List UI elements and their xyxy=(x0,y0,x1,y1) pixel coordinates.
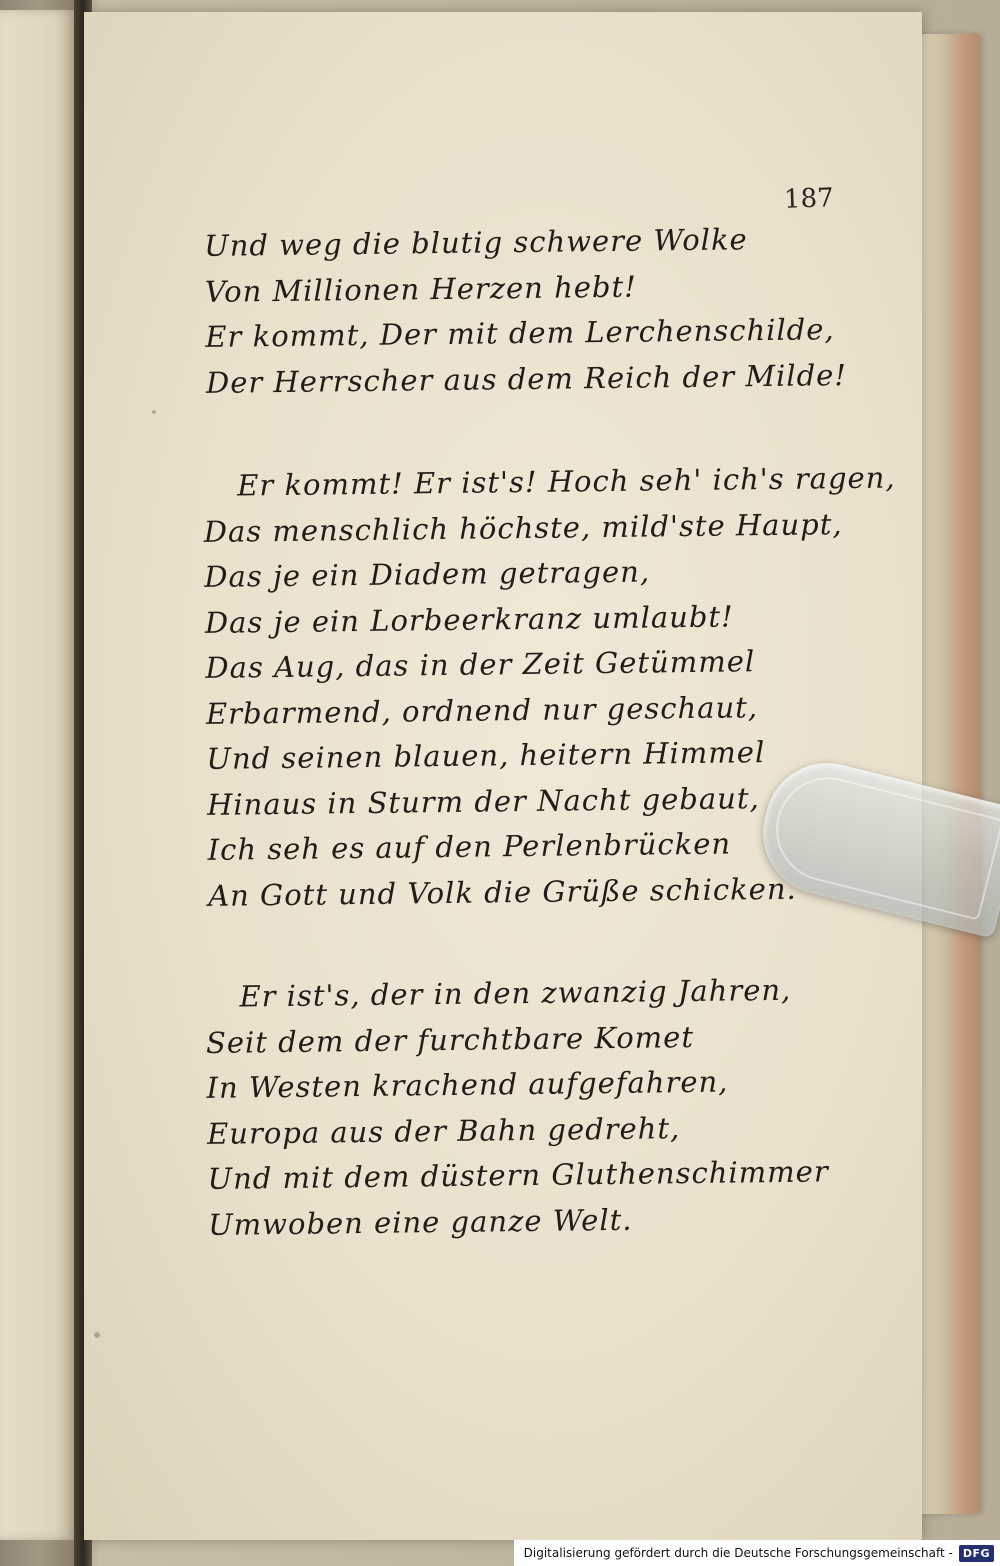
poem-line: Und seinen blauen, heitern Himmel xyxy=(206,735,766,776)
poem-line: Das Aug, das in der Zeit Getümmel xyxy=(205,644,756,685)
page-number: 187 xyxy=(783,183,835,215)
poem-line: Seit dem der furchtbare Komet xyxy=(205,1019,695,1060)
poem-line: Europa aus der Bahn gedreht, xyxy=(206,1110,681,1151)
poem-line: Das je ein Lorbeerkranz umlaubt! xyxy=(204,598,734,640)
poem-text xyxy=(196,216,896,1248)
dfg-logo-icon: DFG xyxy=(959,1545,994,1562)
poem-line: Das je ein Diadem getragen, xyxy=(204,554,651,594)
paper-speck xyxy=(94,1332,100,1338)
poem-line: Erbarmend, ordnend nur geschaut, xyxy=(205,689,759,731)
poem-line: Er ist's, der in den zwanzig Jahren, xyxy=(239,972,792,1014)
stanza-1 xyxy=(196,216,878,406)
poem-line: Und weg die blutig schwere Wolke xyxy=(204,222,748,263)
poem-line: Er kommt, Der mit dem Lerchenschilde, xyxy=(205,312,835,354)
poem-line: Ich seh es auf den Perlenbrücken xyxy=(207,826,732,867)
digitization-footer xyxy=(514,1540,1000,1566)
footer-credit-text: Digitalisierung gefördert durch die Deutsche Forschungsgemeinschaft - xyxy=(523,1546,953,1560)
poem-line: Umwoben eine ganze Welt. xyxy=(208,1202,633,1242)
poem-line: Von Millionen Herzen hebt! xyxy=(204,269,637,309)
poem-line: Hinaus in Sturm der Nacht gebaut, xyxy=(206,780,760,822)
left-page-edge xyxy=(0,10,78,1540)
poem-line: An Gott und Volk die Grüße schicken. xyxy=(207,871,797,913)
poem-line: Er kommt! Er ist's! Hoch seh' ich's ragen, xyxy=(236,460,896,503)
poem-line: Der Herrscher aus dem Reich der Milde! xyxy=(205,357,848,400)
poem-line: In Westen krachend aufgefahren, xyxy=(206,1064,729,1105)
stanza-3 xyxy=(205,967,888,1248)
poem-line: Das menschlich höchste, mild'ste Haupt, xyxy=(203,506,843,549)
paper-speck xyxy=(152,410,156,414)
poem-line: Und mit dem düstern Gluthenschimmer xyxy=(207,1154,829,1196)
